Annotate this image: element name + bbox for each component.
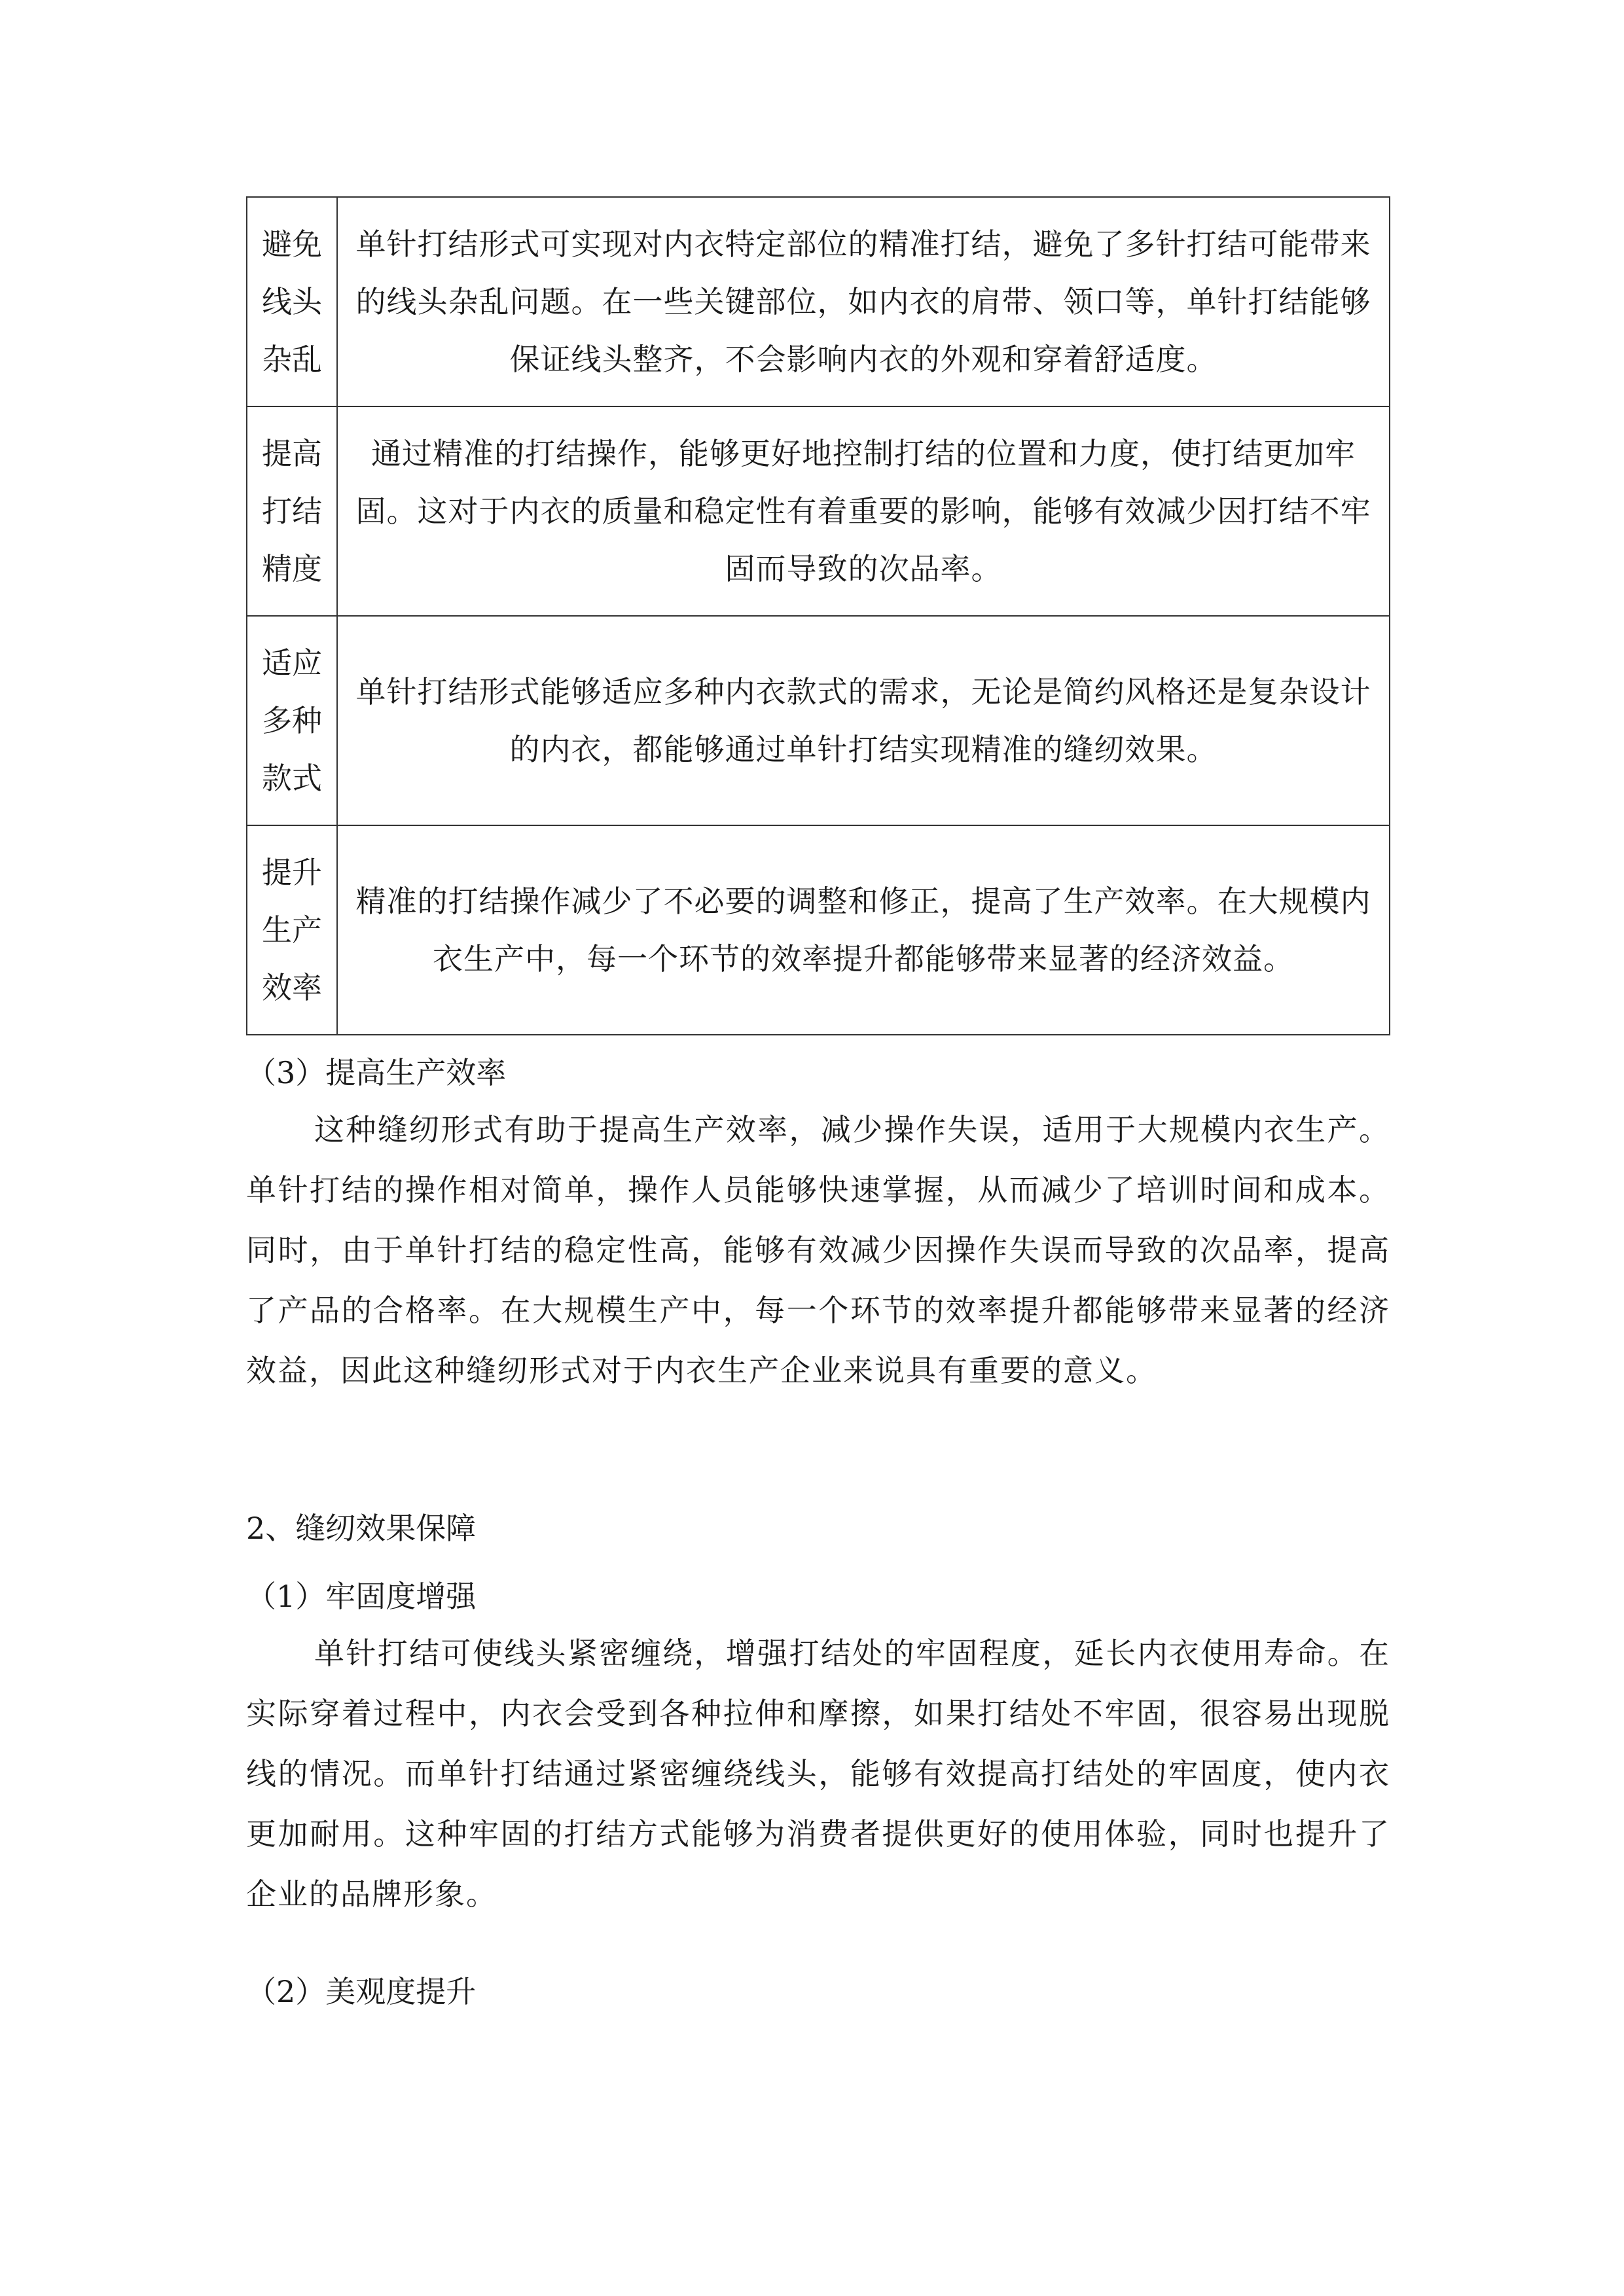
section-heading-sewing-effect: 2、缝纫效果保障 xyxy=(246,1511,477,1546)
table-row xyxy=(247,616,1390,825)
feature-table xyxy=(246,196,1390,1035)
row-description: 精准的打结操作减少了不必要的调整和修正，提高了生产效率。在大规模内衣生产中，每一个环节的效率提升都能够带来显著的经济效益。 xyxy=(337,825,1390,1035)
row-label xyxy=(247,825,337,1035)
row-label xyxy=(247,406,337,616)
table-row xyxy=(247,825,1390,1035)
row-label xyxy=(247,197,337,406)
label-line: 精度 xyxy=(262,551,322,586)
subsection-heading-appearance: （2）美观度提升 xyxy=(246,1974,477,2009)
table-row xyxy=(247,197,1390,406)
label-line: 适应 xyxy=(262,645,322,681)
label-line: 提升 xyxy=(262,855,322,890)
label-line: 杂乱 xyxy=(262,342,322,377)
row-label xyxy=(247,616,337,825)
label-line: 打结 xyxy=(262,493,322,529)
table-row xyxy=(247,406,1390,616)
row-description: 单针打结形式可实现对内衣特定部位的精准打结，避免了多针打结可能带来的线头杂乱问题。在一些关键部位，如内衣的肩带、领口等，单针打结能够保证线头整齐，不会影响内衣的外观和穿着舒适度。 xyxy=(337,197,1390,406)
label-line: 生产 xyxy=(262,912,322,948)
label-line: 线头 xyxy=(262,284,322,319)
label-line: 款式 xyxy=(262,761,322,796)
label-line: 避免 xyxy=(262,226,322,262)
label-line: 多种 xyxy=(262,703,322,738)
row-description: 通过精准的打结操作，能够更好地控制打结的位置和力度，使打结更加牢固。这对于内衣的质量和稳定性有着重要的影响，能够有效减少因打结不牢固而导致的次品率。 xyxy=(337,406,1390,616)
label-line: 提高 xyxy=(262,436,322,471)
label-line: 效率 xyxy=(262,970,322,1005)
subsection-heading-efficiency: （3）提高生产效率 xyxy=(246,1055,507,1090)
paragraph-firmness: 单针打结可使线头紧密缠绕，增强打结处的牢固程度，延长内衣使用寿命。在实际穿着过程中，内衣会受到各种拉伸和摩擦，如果打结处不牢固，很容易出现脱线的情况。而单针打结通过紧密缠绕线头，能够有效提高打结处的牢固度，使内衣更加耐用。这种牢固的打结方式能够为消费者提供更好的使用体验，同时也提升了企业的品牌形象。 xyxy=(246,1636,1390,1912)
paragraph-efficiency: 这种缝纫形式有助于提高生产效率，减少操作失误，适用于大规模内衣生产。单针打结的操作相对简单，操作人员能够快速掌握，从而减少了培训时间和成本。同时，由于单针打结的稳定性高，能够有效减少因操作失误而导致的次品率，提高了产品的合格率。在大规模生产中，每一个环节的效率提升都能够带来显著的经济效益，因此这种缝纫形式对于内衣生产企业来说具有重要的意义。 xyxy=(246,1112,1390,1388)
subsection-heading-firmness: （1）牢固度增强 xyxy=(246,1579,477,1614)
row-description: 单针打结形式能够适应多种内衣款式的需求，无论是简约风格还是复杂设计的内衣，都能够通过单针打结实现精准的缝纫效果。 xyxy=(337,616,1390,825)
